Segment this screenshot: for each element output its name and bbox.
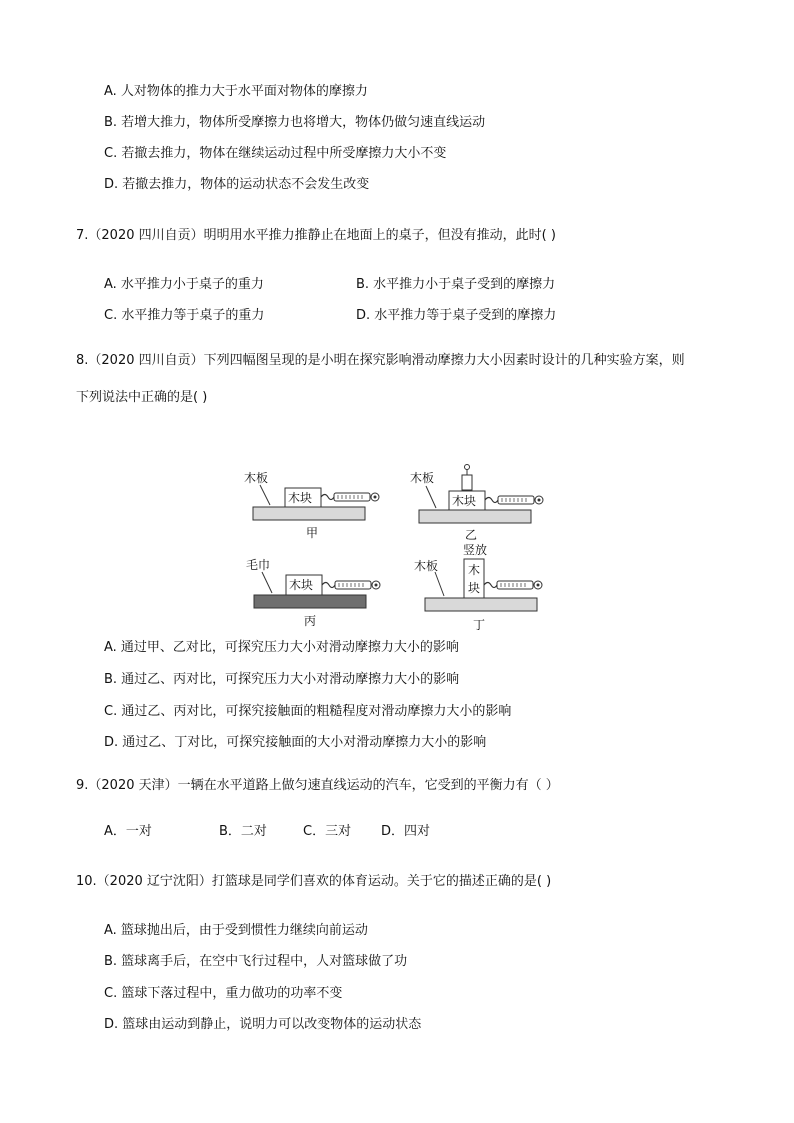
q8-stem-line2: 下列说法中正确的是( ) xyxy=(76,390,208,405)
q10-option-a: A. 篮球抛出后，由于受到惯性力继续向前运动 xyxy=(104,923,368,938)
bing-surface-label: 毛巾 xyxy=(246,558,271,572)
panel-jia xyxy=(244,470,379,540)
panel-yi xyxy=(410,465,543,543)
ding-block-top: 木 xyxy=(468,563,481,577)
q6-option-a: A. 人对物体的推力大于水平面对物体的摩擦力 xyxy=(104,84,368,99)
q9-option-d: D．四对 xyxy=(381,824,431,839)
q7-option-a: A. 水平推力小于桌子的重力 xyxy=(104,277,264,292)
q7-option-c: C. 水平推力等于桌子的重力 xyxy=(104,308,265,323)
q7-stem: 7.（2020 四川自贡）明明用水平推力推静止在地面上的桌子，但没有推动，此时( ) xyxy=(76,228,556,243)
q10-option-d: D. 篮球由运动到静止，说明力可以改变物体的运动状态 xyxy=(104,1017,422,1032)
bing-block-label: 木块 xyxy=(289,578,314,592)
q9-option-b: B．二对 xyxy=(219,824,267,839)
jia-surface-label: 木板 xyxy=(244,471,269,485)
q7-option-b: B. 水平推力小于桌子受到的摩擦力 xyxy=(356,277,556,292)
bing-caption: 丙 xyxy=(304,614,317,628)
q6-option-b: B. 若增大推力，物体所受摩擦力也将增大，物体仍做匀速直线运动 xyxy=(104,115,486,130)
q8-option-b: B. 通过乙、丙对比，可探究压力大小对滑动摩擦力大小的影响 xyxy=(104,672,460,687)
q10-stem: 10.（2020 辽宁沈阳）打篮球是同学们喜欢的体育运动。关于它的描述正确的是( ) xyxy=(76,874,552,889)
ding-caption: 丁 xyxy=(473,618,486,632)
yi-caption: 乙 xyxy=(465,528,478,542)
q10-option-b: B. 篮球离手后，在空中飞行过程中，人对篮球做了功 xyxy=(104,954,408,969)
q6-option-c: C. 若撤去推力，物体在继续运动过程中所受摩擦力大小不变 xyxy=(104,146,447,161)
q8-option-c: C. 通过乙、丙对比，可探究接触面的粗糙程度对滑动摩擦力大小的影响 xyxy=(104,704,512,719)
q8-option-a: A. 通过甲、乙对比，可探究压力大小对滑动摩擦力大小的影响 xyxy=(104,640,459,655)
q6-option-d: D. 若撤去推力，物体的运动状态不会发生改变 xyxy=(104,177,370,192)
yi-surface-label: 木板 xyxy=(410,471,435,485)
panel-bing xyxy=(246,557,380,628)
yi-block-label: 木块 xyxy=(452,494,477,508)
q9-option-c: C．三对 xyxy=(303,824,352,839)
q9-stem: 9.（2020 天津）一辆在水平道路上做匀速直线运动的汽车，它受到的平衡力有（ ） xyxy=(76,778,559,793)
q10-option-c: C. 篮球下落过程中，重力做功的功率不变 xyxy=(104,986,343,1001)
q9-option-a: A．一对 xyxy=(104,824,152,839)
ding-note-label: 竖放 xyxy=(463,543,488,557)
q7-option-d: D. 水平推力等于桌子受到的摩擦力 xyxy=(356,308,557,323)
ding-surface-label: 木板 xyxy=(414,559,439,573)
ding-block-bottom: 块 xyxy=(468,581,481,595)
panel-ding xyxy=(414,542,542,632)
friction-experiment-figure xyxy=(230,455,570,635)
q8-option-d: D. 通过乙、丁对比，可探究接触面的大小对滑动摩擦力大小的影响 xyxy=(104,735,487,750)
weight-icon xyxy=(462,465,472,491)
jia-caption: 甲 xyxy=(306,526,319,540)
jia-block-label: 木块 xyxy=(288,491,313,505)
q8-stem-line1: 8.（2020 四川自贡）下列四幅图呈现的是小明在探究影响滑动摩擦力大小因素时设计的几种实验方案，则 xyxy=(76,353,685,368)
